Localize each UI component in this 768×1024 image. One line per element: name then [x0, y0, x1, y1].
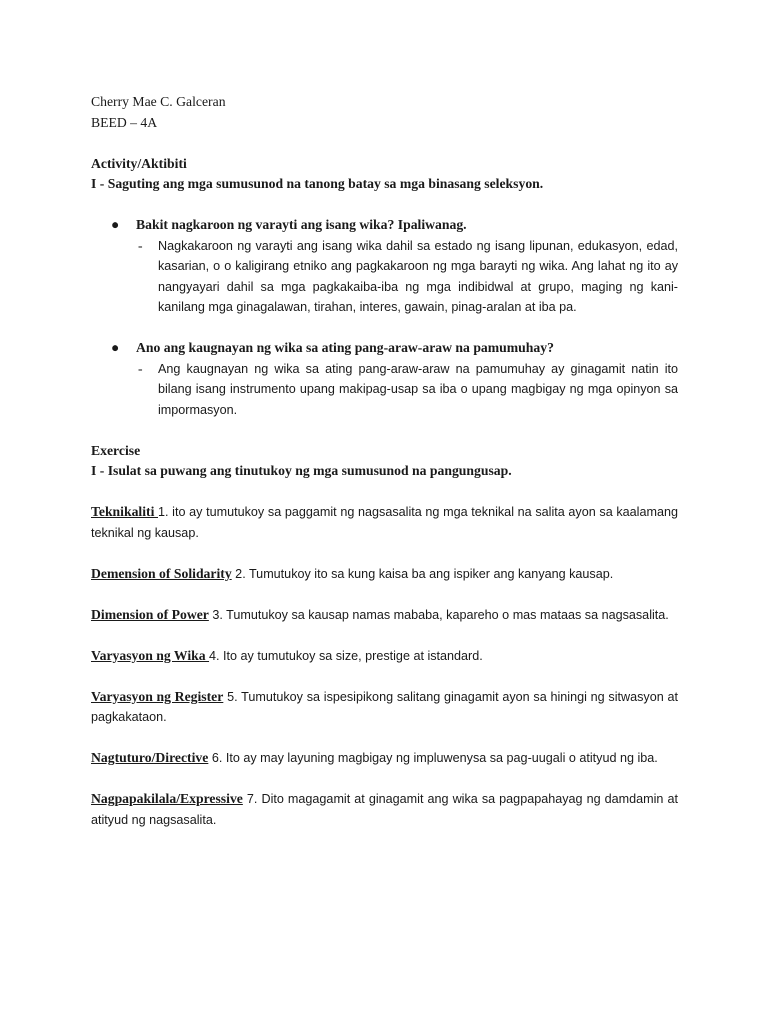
- dash-marker: -: [138, 360, 143, 376]
- item-description: 5. Tumutukoy sa ispesipikong salitang ginagamit ayon sa hiningi ng sitwasyon at pagkakataon.: [91, 689, 678, 724]
- spacer: [91, 318, 678, 339]
- exercise-item: [91, 789, 678, 830]
- item-description: 6. Ito ay may layuning magbigay ng impluwenysa sa pag-uugali o atityud ng iba.: [208, 751, 658, 765]
- bullet-icon: ●: [111, 340, 120, 355]
- exercise-instruction: I - Isulat sa puwang ang tinutukoy ng mga sumusunod na pangungusap.: [91, 463, 512, 478]
- bullet-icon: ●: [111, 217, 120, 232]
- question-block: [91, 215, 678, 318]
- exercise-item: [91, 502, 678, 543]
- spacer: [91, 133, 678, 154]
- answer-term: Nagtuturo/Directive: [91, 750, 209, 765]
- item-description: 1. ito ay tumutukoy sa paggamit ng nagsasalita ng mga teknikal na salita ayon sa kaalamang teknikal ng kausap.: [91, 505, 678, 540]
- course-section: BEED – 4A: [91, 114, 158, 130]
- spacer: [91, 195, 678, 216]
- activity-title: Activity/Aktibiti: [91, 155, 187, 171]
- answer-item: [91, 236, 678, 318]
- question-item: [91, 215, 678, 236]
- question-block: [91, 338, 678, 420]
- answer-text: Ang kaugnayan ng wika sa ating pang-araw-araw na pamumuhay ay ginagamit natin ito bilang isang instrumento upang makipag-usap sa iba o upang magbigay ng mga opinyon sa impormasyon.: [158, 361, 678, 417]
- item-description: 4. Ito ay tumutukoy sa size, prestige at istandard.: [209, 648, 483, 663]
- exercise-item: [91, 687, 678, 728]
- answer-term: Teknikaliti: [91, 504, 158, 519]
- item-description: 2. Tumutukoy ito sa kung kaisa ba ang ispiker ang kanyang kausap.: [231, 566, 614, 581]
- exercise-title: Exercise: [91, 442, 141, 458]
- item-description: 3. Tumutukoy sa kausap namas mababa, kapareho o mas mataas sa nagsasalita.: [208, 607, 669, 622]
- activity-instruction: I - Saguting ang mga sumusunod na tanong batay sa mga binasang seleksyon.: [91, 176, 544, 191]
- answer-term: Varyasyon ng Register: [91, 688, 224, 704]
- answer-term: Dimension of Power: [91, 606, 209, 622]
- exercise-item: [91, 646, 678, 667]
- exercise-item: [91, 748, 678, 769]
- question-item: [91, 338, 678, 359]
- student-name: Cherry Mae C. Galceran: [91, 94, 226, 109]
- item-description: 7. Dito magagamit at ginagamit ang wika sa pagpapahayag ng damdamin at atityud ng nagsasalita.: [91, 792, 678, 827]
- answer-term: Varyasyon ng Wika: [91, 647, 210, 663]
- spacer: [91, 482, 678, 503]
- exercise-item: [91, 605, 678, 626]
- answer-term: Nagpapakilala/Expressive: [91, 791, 243, 806]
- question-text: Bakit nagkaroon ng varayti ang isang wika? Ipaliwanag.: [136, 217, 467, 232]
- document-page: [91, 92, 678, 851]
- spacer: [91, 420, 678, 441]
- question-text: Ano ang kaugnayan ng wika sa ating pang-araw-araw na pamumuhay?: [136, 340, 554, 355]
- dash-marker: -: [138, 237, 143, 253]
- answer-term: Demension of Solidarity: [91, 565, 232, 581]
- answer-text: Nagkakaroon ng varayti ang isang wika dahil sa estado ng isang lipunan, edukasyon, edad, kasarian, o o kaligirang etniko ang pagkakaroon ng mga barayti ng wika. Ang lahat ng ito ay nangyayari dahil sa mga pagkakaiba-iba ng mga indibidwal at grupo, maging ng kani-kanilang mga ginagalawan, tirahan, interes, gawain, pinag-aralan at iba pa.: [158, 238, 678, 314]
- answer-item: [91, 359, 678, 421]
- exercise-item: [91, 564, 678, 585]
